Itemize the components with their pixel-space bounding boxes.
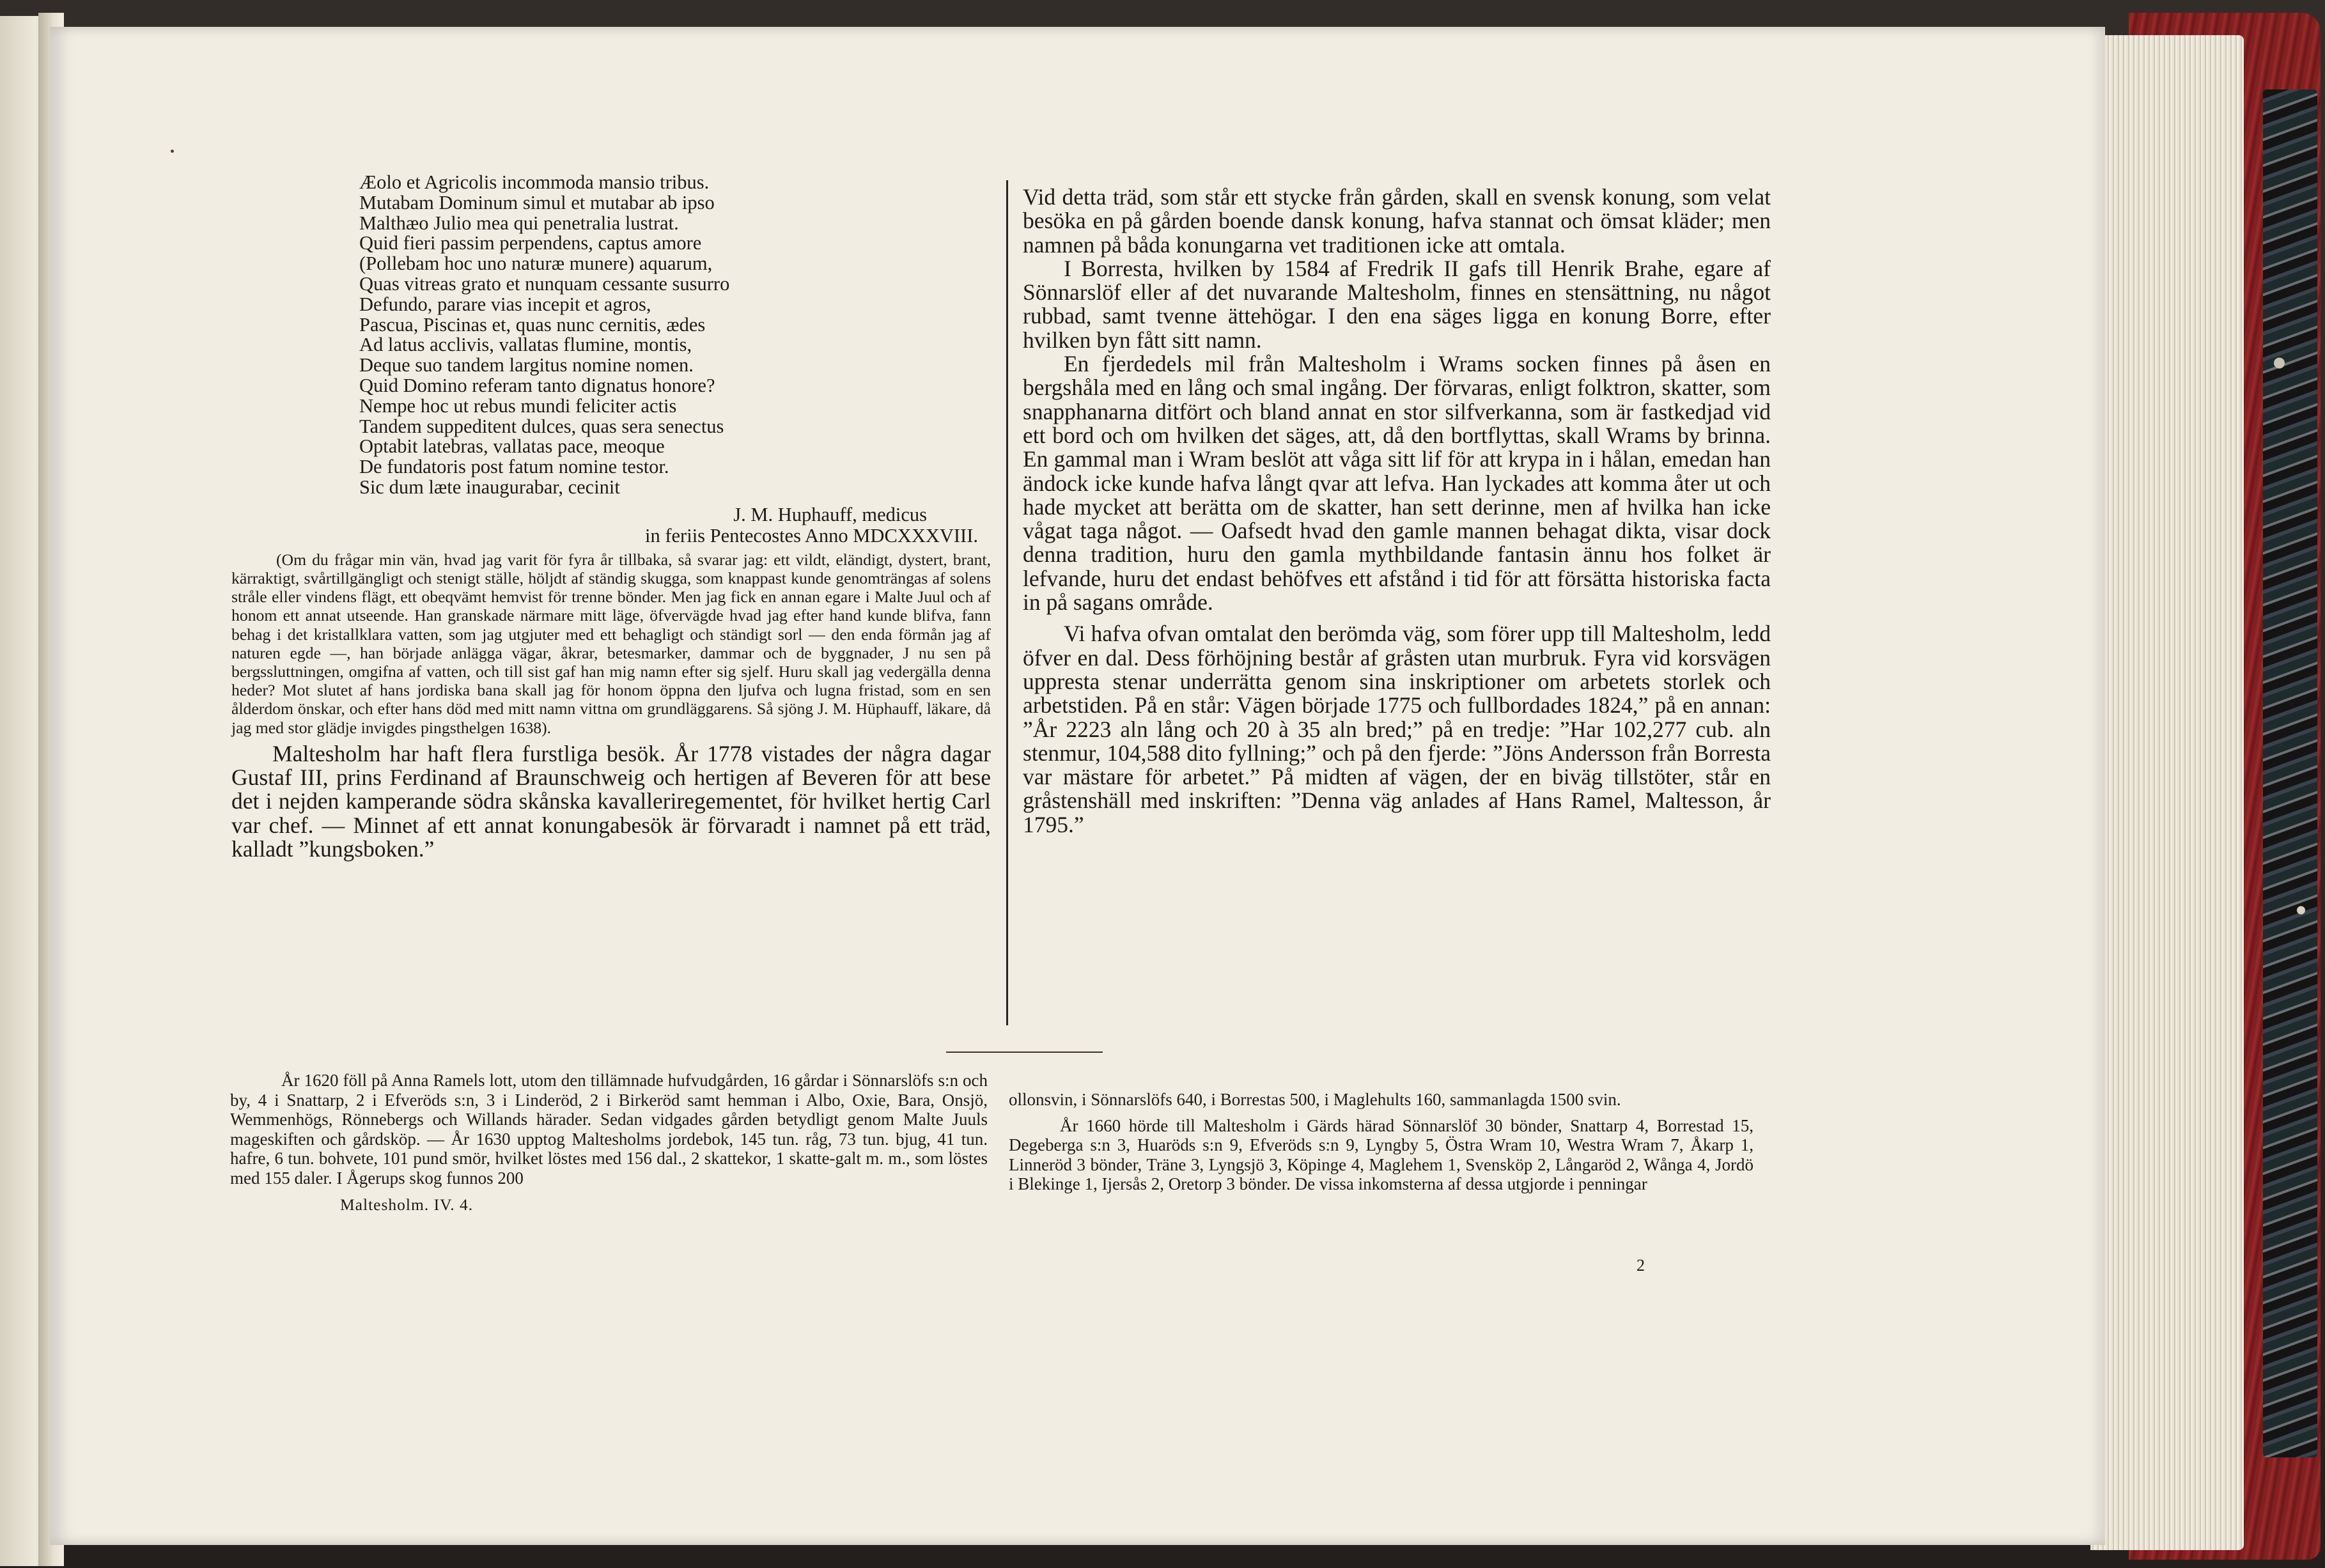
latin-poem	[359, 173, 991, 498]
footnote-left	[230, 1071, 988, 1215]
poem-line: Optabit latebras, vallatas pace, meoque	[359, 435, 665, 458]
poem-line: De fundatoris post fatum nomine testor.	[359, 456, 669, 478]
footnote-text: År 1660 hörde till Maltesholm i Gärds härad Sönnarslöf 30 bönder, Snattarp 4, Borrestad 15, Degeberga s:n 3, Huaröds s:n 9, Efveröds s:n 9, Lyngby 5, Östra Wram 10, Westra Wram 7, Åkarp 1, Linneröd 3 bönder, Träne 3, Lyngsjö 3, Köpinge 4, Maglehem 1, Svensköp 2, Långaröd 2, Wånga 4, Jordö i Blekinge 1, Ijersås 2, Oretorp 3 bönder. De vissa inkomsterna af dessa utgjorde i penningar	[1009, 1115, 1753, 1193]
poem-line: Deque suo tandem largitus nomine nomen.	[359, 354, 694, 376]
poem-translation	[231, 550, 991, 737]
running-head: Maltesholm. IV. 4.	[340, 1195, 474, 1214]
body-paragraph: Vi hafva ofvan omtalat den berömda väg, som förer upp till Maltesholm, ledd öfver en dal. Dess förhöjning består af gråsten utan murbruk. Fyra vid korsvägen uppresta stenar underrätta genom sina inskriptioner om arbetets storlek och arbetstiden. På en står: Vägen började 1775 och fullbordades 1824,” på en annan: ”År 2223 aln lång och 20 à 35 aln bred;” på en tredje: ”Har 102,277 cub. aln stenmur, 104,588 dito fyllning;” och på den fjerde: ”Jöns Andersson från Borresta var mästare för arbetet.” På midten af vägen, der en biväg tillstöter, står en gråstenshäll med inskriften: ”Denna väg anlades af Hans Ramel, Maltesson, år 1795.”	[1023, 621, 1771, 837]
poem-signature-date: in feriis Pentecostes Anno MDCXXXVIII.	[645, 524, 978, 547]
translation-text: (Om du frågar min vän, hvad jag varit för fyra år tillbaka, så svarar jag: ett vildt, eländigt, dystert, brant, kärraktigt, svårtillgängligt och stenigt ställe, höljdt af ständig skugga, som knappast kunde genomträngas af solens stråle eller vindens flägt, ett obeqvämt hemvist för trenne bönder. Men jag fick en annan egare i Malte Juul och af honom ett annat utseende. Han granskade närmare mitt läge, öfvervägde hvad jag efter hand kunde blifva, fann behag i det kristallklara vatten, som jag utgjuter med ett behagligt och ständigt sorl — den enda förmån jag af naturen egde —, han började anlägga vägar, åkrar, betesmarker, dammar och de byggnader, J nu sen på bergssluttningen, omgifna af vatten, och till sist gaf han mig namn efter sig sjelf. Huru skall jag vedergälla denna heder? Mot slutet af hans jordiska bana skall jag för honom öppna den ljufva och lugna fristad, som en sen ålderdom önskar, och efter hans död med mitt namn vittna om grundläggarens. Så sjöng J. M. Hüphauff, läkare, då jag med stor glädje invigdes pingsthelgen 1638).	[231, 550, 991, 737]
body-paragraph: Maltesholm har haft flera furstliga besök. År 1778 vistades der några dagar Gustaf III, prins Ferdinand af Braunschweig och hertigen af Beveren för att bese det i nejden kamperande södra skånska kavalleriregementet, för hvilket hertig Carl var chef. — Minnet af ett annat konungabesök är förvaradt i namnet på ett träd, kalladt ”kungsboken.”	[231, 740, 991, 862]
page-number: 2	[1637, 1256, 1645, 1275]
poem-line: Quid fieri passim perpendens, captus amore	[359, 232, 702, 254]
body-paragraph: En fjerdedels mil från Maltesholm i Wrams socken finnes på åsen en bergshåla med en lång och smal ingång. Der förvaras, enligt folktron, skatter, som snapphanarna ditfört och bland annat en stor silfverkanna, som är fastkedjad vid ett bord och om hvilken det säges, att, då den bortflyttas, skall Wrams by brinna. En gammal man i Wram beslöt att våga sitt lif för att krypa in i hålan, emedan han ändock icke kunde hafva långt qvar att lefva. Han lyckades att komma åter ut och hade mycket att berätta om de skatter, han sett derinne, men af hvilka han icke vågat taga något. — Oafsedt hvad den gamle mannen behagat dikta, visar dock denna tradition, huru den gamla mythbildande fantasin ännu hos folket är lefvande, huru det endast behöfves ett afstånd i tid för att försätta historiska facta in på sagans område.	[1023, 351, 1771, 616]
page-edges	[2090, 35, 2244, 1550]
left-column	[231, 173, 991, 861]
footnote-rule	[946, 1052, 1103, 1053]
poem-line: Sic dum læte inaugurabar, cecinit	[359, 476, 620, 498]
poem-line: Æolo et Agricolis incommoda mansio tribus.	[359, 171, 710, 193]
poem-line: Tandem suppeditent dulces, quas sera senectus	[359, 415, 724, 437]
poem-line: Ad latus acclivis, vallatas flumine, montis,	[359, 334, 692, 356]
poem-line: Mutabam Dominum simul et mutabar ab ipso	[359, 191, 715, 213]
poem-signature-author: J. M. Huphauff, medicus	[733, 503, 927, 525]
column-rule	[1006, 180, 1008, 1025]
footnote-text: ollonsvin, i Sönnarslöfs 640, i Borrestas 500, i Maglehults 160, sammanlagda 1500 svin.	[1009, 1090, 1621, 1109]
right-column	[1023, 185, 1771, 837]
poem-line: Quid Domino referam tanto dignatus honore?	[359, 374, 715, 396]
marbled-endpaper	[2263, 89, 2317, 1457]
ink-speck	[171, 150, 174, 153]
poem-line: Malthæo Julio mea qui penetralia lustrat.	[359, 212, 679, 234]
body-paragraph: Vid detta träd, som står ett stycke från gården, skall en svensk konung, som velat besöka en på gården boende dansk konung, hafva stannat och ömsat kläder; men namnen på båda konungarna vet traditionen icke att omtala.	[1023, 184, 1771, 258]
footnote-right	[1009, 1090, 1753, 1194]
poem-line: Nempe hoc ut rebus mundi feliciter actis	[359, 394, 677, 417]
poem-line: Quas vitreas grato et nunquam cessante susurro	[359, 272, 730, 295]
poem-line: Pascua, Piscinas et, quas nunc cernitis, ædes	[359, 313, 706, 336]
body-paragraph: I Borresta, hvilken by 1584 af Fredrik II gafs till Henrik Brahe, egare af Sönnarslöf eller af det nuvarande Maltesholm, finnes en stensättning, nu något rubbad, samt tvenne ättehögar. I den ena säges ligga en konung Borre, efter hvilken byn fått sitt namn.	[1023, 255, 1771, 353]
footnote-text: År 1620 föll på Anna Ramels lott, utom den tillämnade hufvudgården, 16 gårdar i Sönnarslöfs s:n och by, 4 i Snattarp, 2 i Efveröds s:n, 3 i Linderöd, 2 i Birkeröd samt hemman i Albo, Oxie, Bara, Onsjö, Wemmenhögs, Rönnebergs och Willands härader. Sedan vidgades gården betydligt genom Malte Juuls mageskiften och gårdsköp. — År 1630 upptog Maltesholms jordebok, 145 tun. råg, 73 tun. bjug, 41 tun. hafre, 6 tun. bohvete, 101 pund smör, hvilket löstes med 156 dal., 2 skattekor, 1 skatte-galt m. m., som löstes med 155 daler. I Ågerups skog funnos 200	[230, 1071, 988, 1188]
poem-line: (Pollebam hoc uno naturæ munere) aquarum,	[359, 252, 713, 275]
poem-line: Defundo, parare vias incepit et agros,	[359, 293, 651, 315]
